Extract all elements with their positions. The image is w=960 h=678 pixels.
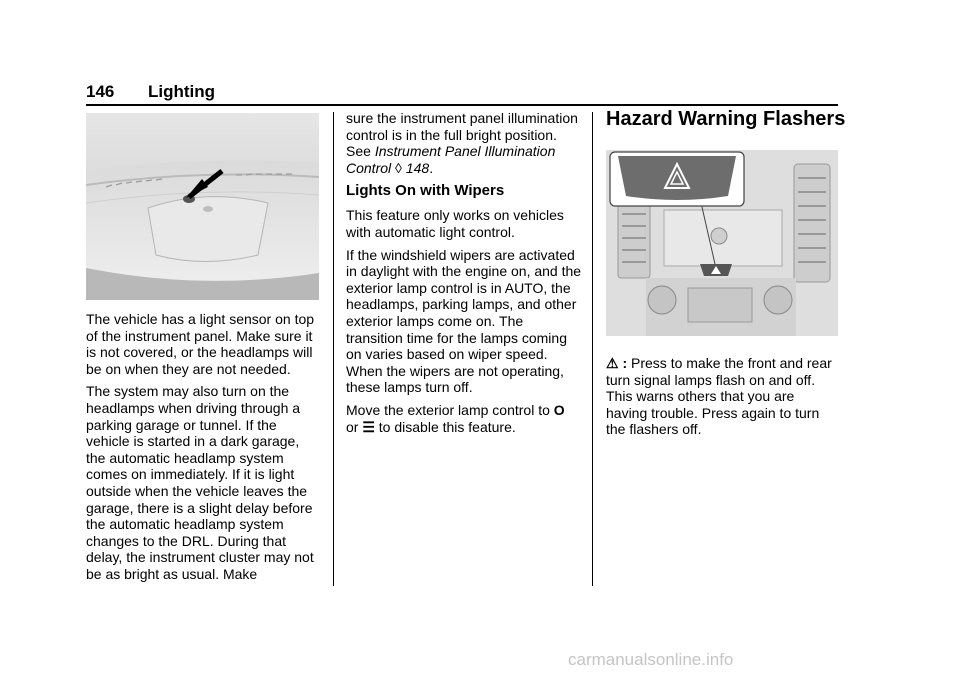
light-sensor-illustration (86, 113, 319, 300)
column-divider-2 (592, 112, 593, 586)
disable-text-3: to disable this feature. (374, 418, 516, 435)
continuation-end: . (429, 159, 434, 176)
wipers-paragraph-2: If the windshield wipers are activated in daylight with the engine on, and the exterior lamp control is in AUTO, the headlamps, parking lamps, and other exterior lamps come on. The transition time for the lamps coming on varies based on wiper speed. When the wipers are not operating, these lamps turn off. (346, 246, 582, 396)
page-ref-number: 148 (405, 159, 430, 176)
hazard-description: Press to make the front and rear turn signal lamps flash on and off. This warns others that you are having trouble. Press again to turn the flashers off. (606, 355, 832, 438)
page-number: 146 (86, 82, 115, 101)
hazard-button-illustration (606, 150, 838, 336)
continuation-text: sure the instrument panel illumination control is in the full bright position. See (346, 110, 578, 160)
garage-paragraph: The system may also turn on the headlamps when driving through a parking garage or tunnel. If the vehicle is started in a dark garage, the automatic headlamp system comes on immediately. If it is light outside when the vehicle leaves the garage, there is a slight delay before the automatic headlamp system changes to the DRL. During that delay, the instrument cluster may not be as bright as usual. Make (86, 383, 314, 582)
column-3 (606, 355, 838, 444)
sensor-paragraph: The vehicle has a light sensor on top of the instrument panel. Make sure it is not covered, or the headlamps will be on when they are not needed. (86, 311, 315, 377)
hazard-colon: : (618, 355, 632, 371)
disable-paragraph (346, 402, 582, 435)
page-header (86, 82, 838, 106)
disable-text-2: or (346, 418, 363, 435)
hazard-triangle-icon: ⚠ (606, 355, 619, 371)
column-2 (346, 110, 582, 441)
wipers-paragraph-1: This feature only works on vehicles with automatic light control. (346, 207, 564, 240)
hazard-paragraph (606, 355, 838, 438)
instrument-panel-link[interactable]: Instrument Panel Illumination Control (346, 143, 556, 176)
wipers-heading: Lights On with Wipers (346, 182, 505, 200)
disable-text-1: Move the exterior lamp control to (346, 401, 554, 418)
watermark: carmanualsonline.info (568, 650, 734, 669)
off-symbol-icon: O (553, 401, 565, 418)
hazard-heading: Hazard Warning Flashers (606, 108, 846, 130)
page-ref-arrow-icon: ◊ (395, 159, 402, 176)
drl-symbol-icon: ☰ (362, 418, 375, 435)
column-1 (86, 311, 320, 589)
column-divider-1 (333, 112, 334, 586)
header-rule (86, 104, 838, 106)
section-title: Lighting (148, 82, 216, 101)
continuation-paragraph (346, 110, 582, 176)
